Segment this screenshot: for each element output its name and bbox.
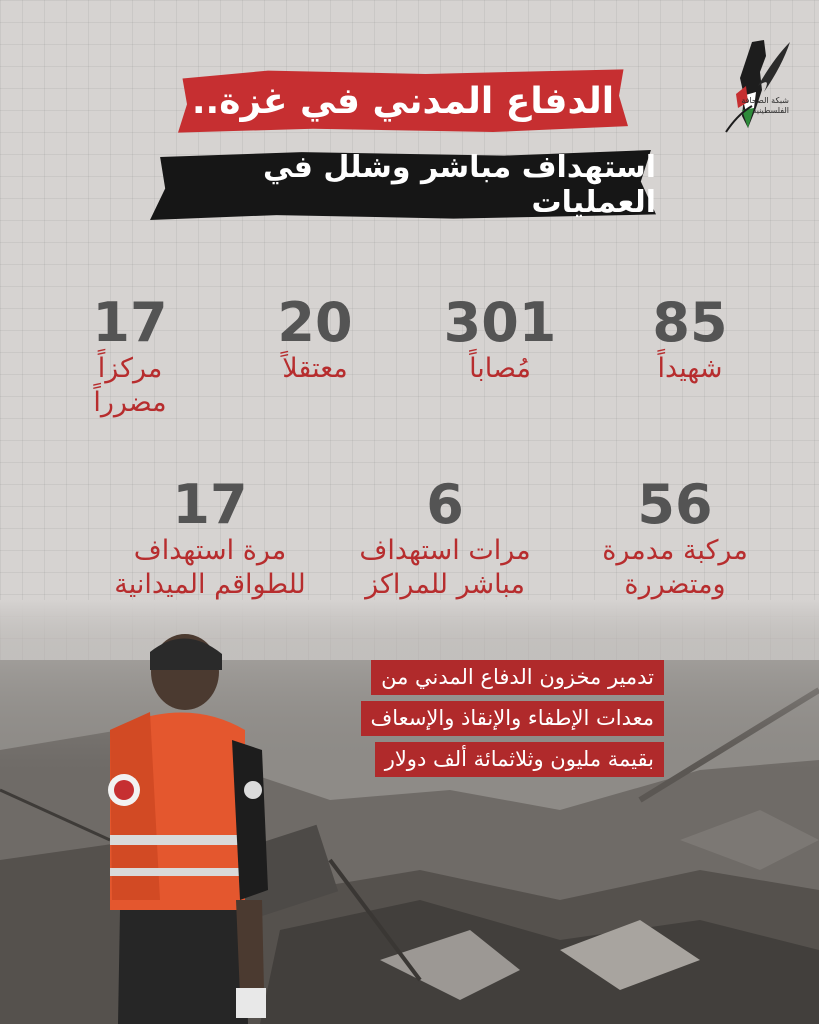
stat-number: 20 <box>277 291 353 354</box>
stat-vehicles <box>575 473 775 602</box>
stat-crew-strikes <box>100 473 320 602</box>
logo-text: شبكة الصحافة الفلسطينية <box>741 96 789 115</box>
stat-martyrs <box>620 291 760 386</box>
banner-line-1 <box>371 660 664 695</box>
stat-number: 56 <box>637 473 713 536</box>
stat-number: 17 <box>172 473 248 536</box>
stat-label: مُصاباً <box>469 353 531 384</box>
stat-number: 17 <box>92 291 168 354</box>
stat-label: مركزاً مضرراً <box>93 353 167 418</box>
stat-damaged-centers <box>70 291 190 420</box>
banner-text: تدمير مخزون الدفاع المدني من <box>371 660 664 695</box>
stat-label: شهيداً <box>657 353 723 384</box>
page-title: الدفاع المدني في غزة.. <box>191 80 615 122</box>
stat-injured <box>430 291 570 386</box>
stat-label: مرة استهداف للطواقم الميدانية <box>114 535 306 600</box>
palestine-map-quill-icon <box>712 36 794 140</box>
stat-label: مرات استهداف مباشر للمراكز <box>359 535 531 600</box>
banner-text: بقيمة مليون وثلاثمائة ألف دولار <box>375 742 664 777</box>
banner-line-2 <box>361 701 664 736</box>
banner-line-3 <box>375 742 664 777</box>
stat-label: مركبة مدمرة ومتضررة <box>602 535 748 600</box>
stat-label: معتقلاً <box>282 353 348 384</box>
banner-text: معدات الإطفاء والإنقاذ والإسعاف <box>361 701 664 736</box>
stat-number: 6 <box>426 473 464 536</box>
page-subtitle: استهداف مباشر وشلل في العمليات <box>262 150 656 220</box>
stat-detained <box>250 291 380 386</box>
stat-number: 301 <box>443 291 557 354</box>
stat-center-strikes <box>345 473 545 602</box>
stat-number: 85 <box>652 291 728 354</box>
